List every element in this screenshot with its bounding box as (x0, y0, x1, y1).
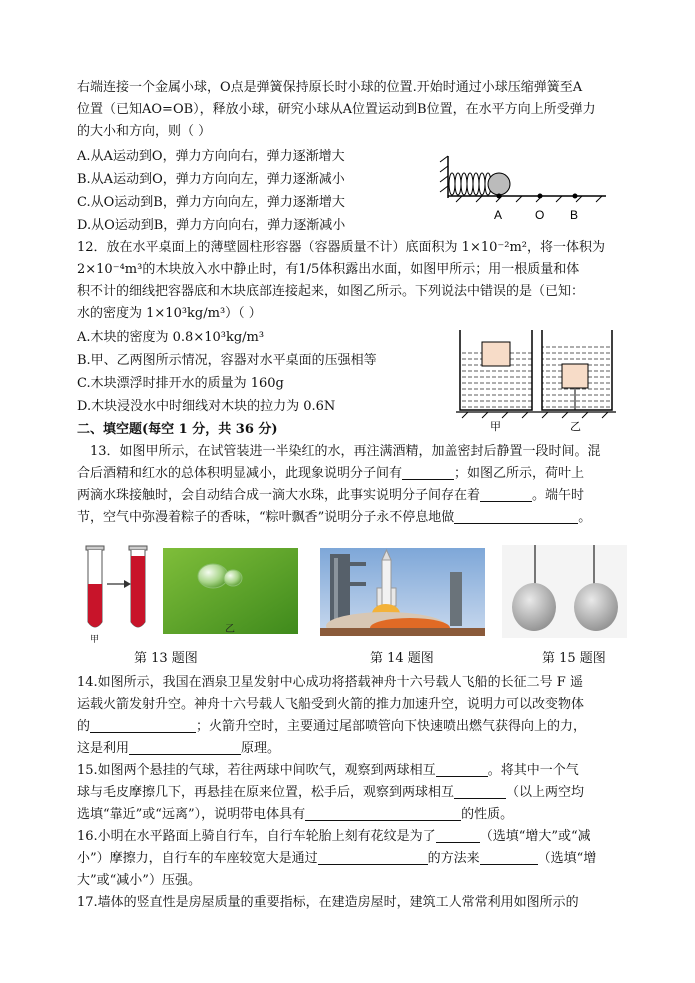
fig14-rocket-launch (320, 548, 485, 636)
q13-blank-1[interactable] (402, 465, 454, 480)
q11-option-c: C.从O运动到B，弹力方向向左，弹力逐渐增大 (77, 195, 345, 210)
q13-text-e: 。端午时 (532, 488, 585, 503)
section2-title: 二、填空题(每空 1 分，共 36 分) (77, 422, 278, 437)
q15-text-f: 的性质。 (461, 807, 514, 822)
q11-option-b: B.从A运动到O，弹力方向向左，弹力逐渐减小 (77, 172, 345, 187)
q16-blank-2[interactable] (318, 850, 428, 865)
q15-text-e: 选填“靠近”或“远离”），说明带电体具有 (77, 807, 306, 822)
fig15-caption: 第 15 题图 (542, 651, 606, 666)
spring-figure (436, 146, 611, 226)
container-figure (456, 326, 616, 432)
q11-stem-line2: 位置（已知AO=OB），释放小球，研究小球从A位置运动到B位置，在水平方向上所受弹力 (77, 102, 596, 117)
wood-block-jia (482, 342, 510, 366)
q12-line4: 水的密度为 1×10³kg/m³）（ ） (77, 306, 262, 321)
q14-line1: 14.如图所示，我国在酒泉卫星发射中心成功将搭载神舟十六号载人飞船的长征二号 F 遥 (77, 675, 583, 690)
q12-line1: 12．放在水平桌面上的薄壁圆柱形容器（容器质量不计）底面积为 1×10⁻²m²，将一体积为 (77, 240, 605, 255)
fig13-test-tubes (80, 544, 160, 644)
q16-text-a: 16.小明在水平路面上骑自行车，自行车轮胎上刻有花纹是为了 (77, 829, 436, 844)
q13-line2 (77, 463, 584, 485)
q13-text-b: 合后酒精和红水的总体积明显减小，此现象说明分子间有 (77, 466, 403, 481)
balloon-left (512, 583, 556, 631)
q12-option-a: A.木块的密度为 0.8×10³kg/m³ (77, 330, 265, 345)
q13-line1: 13．如图甲所示，在试管装进一半染红的水，再注满酒精，加盖密封后静置一段时间。混 (90, 444, 601, 459)
q15-line3 (77, 804, 513, 826)
q16-line1 (77, 826, 591, 848)
q15-text-c: 球与毛皮摩擦几下，再悬挂在原来位置，松手后，观察到两球相互 (77, 785, 455, 800)
q16-text-c: 小”）摩擦力，自行车的车座较宽大是通过 (77, 851, 318, 866)
q14-blank-1[interactable] (90, 718, 196, 733)
q11-stem-line3: 的大小和方向，则（ ） (77, 124, 212, 139)
q12-option-c: C.木块漂浮时排开水的质量为 160g (77, 376, 284, 391)
metal-ball (488, 173, 510, 195)
q16-line3: 大”或“减小”）压强。 (77, 873, 201, 888)
q16-text-d: 的方法来 (427, 851, 480, 866)
q13-line3 (77, 485, 584, 507)
q14-line3 (77, 716, 586, 738)
q15-text-b: 。将其中一个气 (487, 763, 579, 778)
q14-line4 (77, 738, 280, 760)
q15-blank-3[interactable] (305, 806, 461, 821)
q12-line2: 2×10⁻⁴m³的木块放入水中静止时，有1/5体积露出水面，如图甲所示；用一根质量和体 (77, 262, 580, 277)
wood-block-yi (562, 364, 588, 388)
q15-line1 (77, 760, 579, 782)
q16-text-e: （选填“增 (537, 851, 597, 866)
q14-line2: 运载火箭发射升空。神舟十六号载人飞船受到火箭的推力加速升空，说明力可以改变物体 (77, 697, 585, 712)
q15-line2 (77, 782, 584, 804)
q16-blank-1[interactable] (436, 828, 480, 843)
fig13-caption: 第 13 题图 (134, 651, 198, 666)
q12-option-b: B.甲、乙两图所示情况，容器对水平桌面的压强相等 (77, 353, 377, 368)
label-b: B (570, 208, 579, 222)
q15-text-d: （以上两空均 (506, 785, 585, 800)
q13-text-c: ；如图乙所示，荷叶上 (454, 466, 585, 481)
water-drop-large (198, 564, 228, 588)
q16-line2 (77, 848, 596, 870)
q11-option-d: D.从O运动到B，弹力方向向右，弹力逐渐减小 (77, 218, 346, 233)
q14-text-f: 原理。 (241, 741, 281, 756)
q16-blank-3[interactable] (480, 850, 538, 865)
q14-text-e: 这是利用 (77, 741, 130, 756)
fig13-lotus-leaf (163, 548, 298, 634)
q15-blank-2[interactable] (454, 784, 506, 799)
q12-option-d: D.木块浸没水中时细线对木块的拉力为 0.6N (77, 399, 336, 414)
q13-text-f: 节，空气中弥漫着粽子的香味，“粽叶飘香”说明分子永不停息地做 (77, 510, 455, 525)
label-o: O (535, 208, 545, 222)
label-yi: 乙 (570, 421, 581, 432)
q17-line1: 17.墙体的竖直性是房屋质量的重要指标，在建造房屋时，建筑工人常常利用如图所示的 (77, 895, 579, 910)
balloon-right (574, 583, 618, 631)
q13-blank-2[interactable] (480, 487, 532, 502)
q13-text-g: 。 (578, 510, 592, 525)
q15-blank-1[interactable] (436, 762, 488, 777)
q16-text-b: （选填“增大”或“减 (479, 829, 591, 844)
q11-option-a: A.从A运动到O，弹力方向向右，弹力逐渐增大 (77, 149, 345, 164)
q14-blank-2[interactable] (129, 740, 241, 755)
q15-text-a: 15.如图两个悬挂的气球，若往两球中间吹气，观察到两球相互 (77, 763, 436, 778)
q13-text-d: 两滴水珠接触时，会自动结合成一滴大水珠，此事实说明分子间存在着 (77, 488, 481, 503)
label-a: A (494, 208, 503, 222)
q13-blank-3[interactable] (454, 509, 578, 524)
water-drop-small (224, 570, 242, 586)
q11-stem-line1: 右端连接一个金属小球，O点是弹簧保持原长时小球的位置.开始时通过小球压缩弹簧至A (77, 80, 583, 95)
q14-text-c: 的 (77, 719, 91, 734)
q13-line4 (77, 507, 591, 529)
q14-text-d: ；火箭升空时，主要通过尾部喷管向下快速喷出燃气获得向上的力， (196, 719, 587, 734)
label-jia: 甲 (490, 421, 501, 432)
fig14-caption: 第 14 题图 (370, 651, 434, 666)
fig15-balloons (502, 545, 627, 638)
q12-line3: 积不计的细线把容器底和木块底部连接起来，如图乙所示。下列说法中错误的是（已知： (77, 284, 585, 299)
fig13-label-yi: 乙 (225, 624, 235, 634)
fig13-label-jia: 甲 (90, 634, 100, 644)
